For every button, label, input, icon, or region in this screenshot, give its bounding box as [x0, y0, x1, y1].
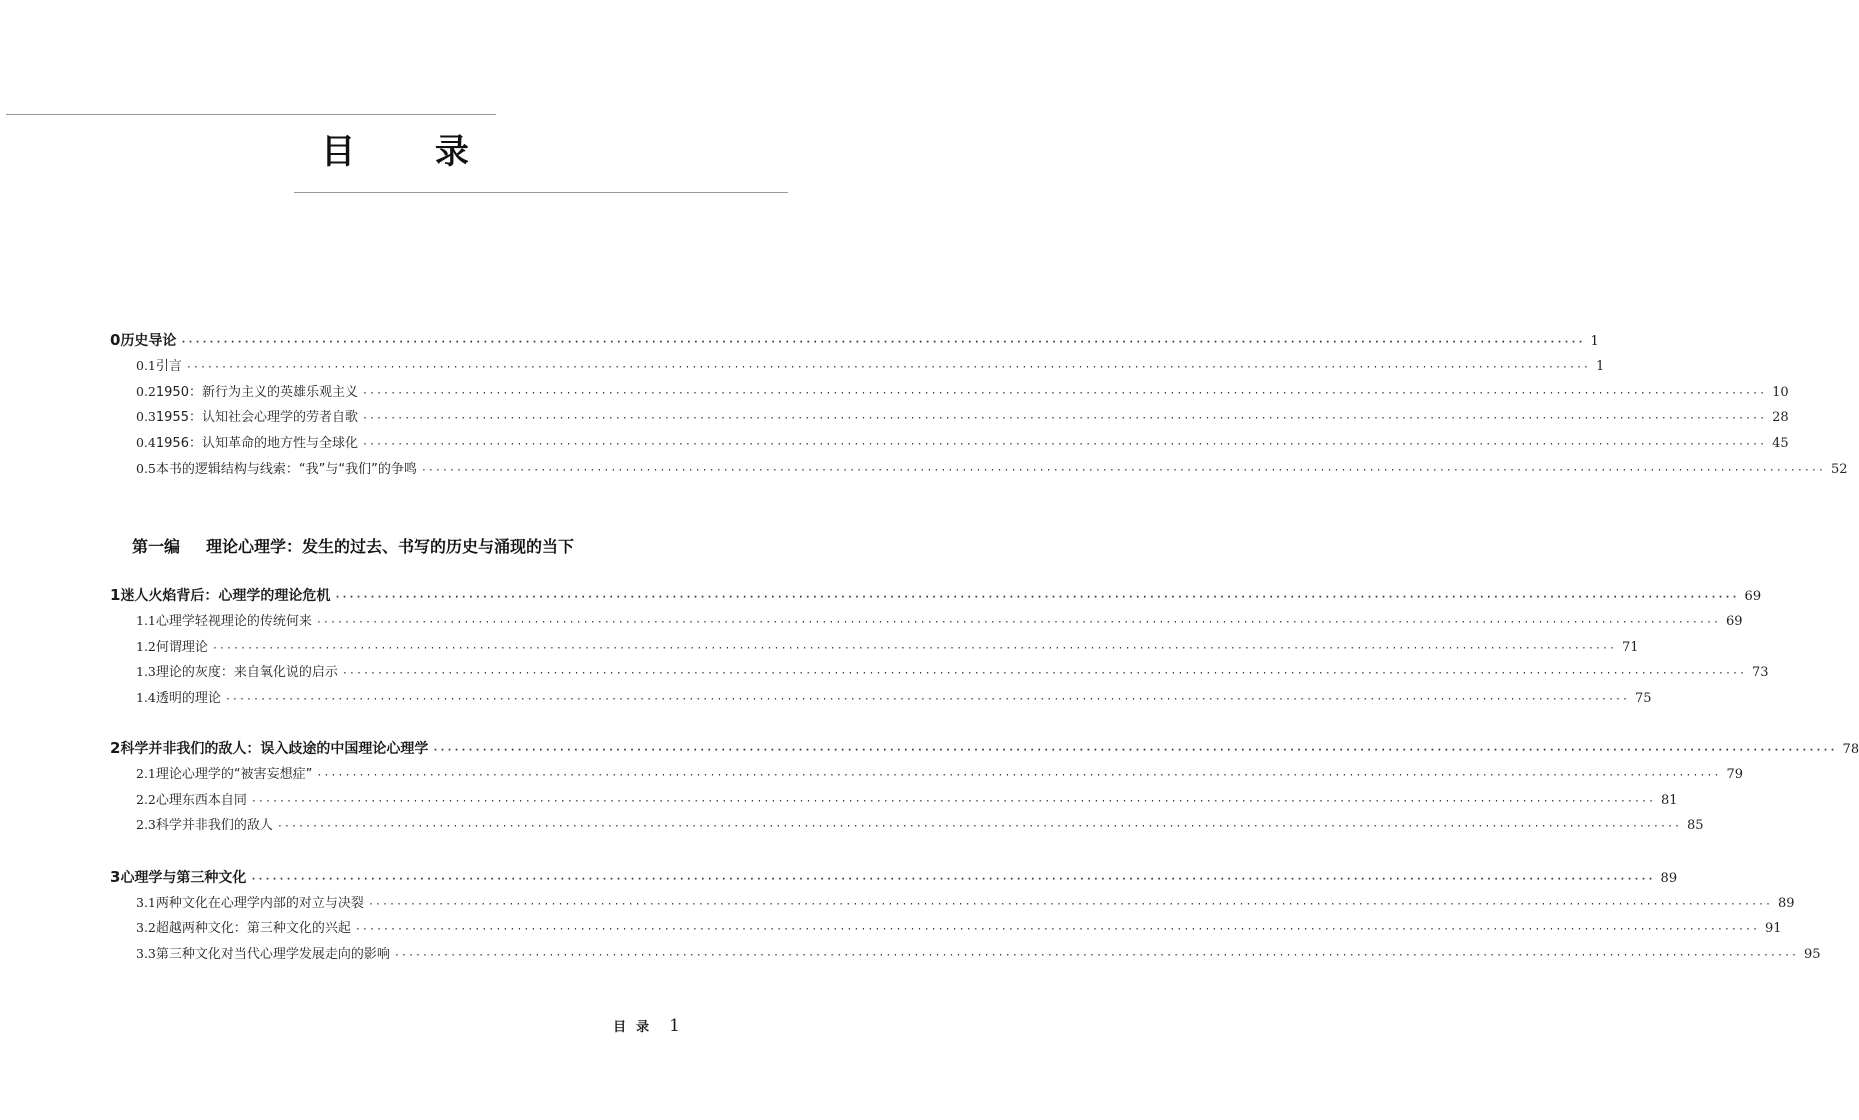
toc-section-row[interactable] — [136, 431, 1789, 455]
toc-entry-title: 超越两种文化：第三种文化的兴起 — [155, 921, 351, 936]
toc-entry-number: 0 — [110, 331, 121, 349]
toc-entry-page: 1 — [1596, 359, 1605, 374]
dot-leader: ········································································································································································································ — [250, 874, 1655, 885]
toc-entry-number: 3.1 — [136, 895, 156, 910]
toc-section-row[interactable] — [136, 891, 1795, 915]
toc-entry-title: 科学并非我们的敌人 — [155, 818, 273, 833]
dot-leader: ········································································································································································································ — [180, 337, 1585, 348]
toc-entry-page: 85 — [1687, 818, 1704, 833]
toc-entry-title: 心理学轻视理论的传统何来 — [155, 614, 312, 629]
toc-section-row[interactable] — [136, 457, 1848, 481]
toc-section-row[interactable] — [136, 762, 1744, 786]
toc-entry-number: 0.3 — [136, 409, 156, 424]
dot-leader: ········································································································································································································ — [250, 796, 1656, 807]
toc-section-row[interactable] — [136, 405, 1789, 429]
footer-title: 目录 — [613, 1020, 660, 1035]
toc-section-row[interactable] — [136, 813, 1704, 837]
toc-chapter-row[interactable] — [110, 328, 1599, 352]
toc-entry-number: 1.1 — [136, 613, 156, 628]
toc-entry-number: 0.4 — [136, 435, 156, 450]
page-footer — [613, 1014, 680, 1040]
toc-entry-title: 1956：认知革命的地方性与全球化 — [155, 436, 358, 451]
footer-page-number: 1 — [669, 1016, 680, 1036]
dot-leader: ········································································································································································································ — [367, 899, 1773, 910]
toc-section-row[interactable] — [136, 380, 1789, 404]
toc-section-row[interactable] — [136, 635, 1639, 659]
dot-leader: ········································································································································································································ — [393, 950, 1799, 961]
toc-entry-page: 81 — [1661, 793, 1678, 808]
toc-entry-page: 89 — [1660, 871, 1678, 886]
toc-entry-title: 历史导论 — [120, 333, 177, 349]
toc-section-row[interactable] — [136, 660, 1769, 684]
toc-chapter-row[interactable] — [110, 736, 1859, 760]
dot-leader: ········································································································································································································ — [315, 617, 1721, 628]
toc-section-row[interactable] — [136, 788, 1678, 812]
toc-entry-number: 1 — [110, 586, 121, 604]
toc-entry-title: 1950：新行为主义的英雄乐观主义 — [155, 385, 358, 400]
title-underline-rule — [294, 192, 788, 193]
toc-entry-number: 1.2 — [136, 639, 156, 654]
toc-entry-page: 95 — [1804, 947, 1821, 962]
toc-entry-page: 89 — [1778, 896, 1795, 911]
toc-entry-number: 3.3 — [136, 946, 156, 961]
toc-entry-number: 0.5 — [136, 461, 156, 476]
toc-entry-title: 第三种文化对当代心理学发展走向的影响 — [155, 947, 390, 962]
toc-entry-title: 迷人火焰背后：心理学的理论危机 — [120, 588, 331, 604]
toc-entry-number: 0.2 — [136, 384, 156, 399]
toc-entry-title: 1955：认知社会心理学的劳者自歌 — [155, 410, 358, 425]
toc-entry-page: 52 — [1830, 462, 1848, 477]
dot-leader: ········································································································································································································ — [420, 465, 1825, 476]
toc-chapter-row[interactable] — [110, 865, 1678, 889]
toc-entry-page: 45 — [1772, 436, 1789, 451]
dot-leader: ········································································································································································································ — [432, 745, 1837, 756]
toc-entry-number: 3 — [110, 868, 121, 886]
toc-entry-page: 79 — [1726, 767, 1744, 782]
toc-entry-page: 1 — [1590, 334, 1599, 349]
toc-entry-number: 2.3 — [136, 817, 156, 832]
toc-entry-title: 何谓理论 — [155, 640, 208, 655]
dot-leader: ········································································································································································································ — [361, 439, 1767, 450]
toc-entry-page: 75 — [1635, 691, 1652, 706]
toc-entry-page: 91 — [1765, 921, 1782, 936]
part-heading — [132, 534, 574, 560]
toc-entry-title: 本书的逻辑结构与线索：“我”与“我们”的争鸣 — [155, 462, 417, 477]
toc-entry-page: 69 — [1726, 614, 1743, 629]
toc-section-row[interactable] — [136, 609, 1743, 633]
dot-leader: ········································································································································································································ — [224, 694, 1630, 705]
toc-entry-title: 心理学与第三种文化 — [120, 870, 247, 886]
dot-leader: ········································································································································································································ — [211, 643, 1617, 654]
toc-entry-title: 理论的灰度：来自氧化说的启示 — [155, 665, 338, 680]
part-title: 理论心理学：发生的过去、书写的历史与涌现的当下 — [206, 537, 575, 556]
toc-entry-title: 心理东西本自同 — [155, 793, 247, 808]
toc-entry-title: 透明的理论 — [155, 691, 221, 706]
dot-leader: ········································································································································································································ — [361, 388, 1767, 399]
toc-section-row[interactable] — [136, 942, 1821, 966]
dot-leader: ········································································································································································································ — [276, 821, 1682, 832]
toc-entry-page: 69 — [1744, 589, 1762, 604]
toc-section-row[interactable] — [136, 686, 1652, 710]
toc-entry-title: 引言 — [155, 359, 182, 374]
toc-entry-number: 1.3 — [136, 664, 156, 679]
dot-leader: ········································································································································································································ — [185, 362, 1591, 373]
top-rule — [6, 114, 496, 115]
toc-entry-number: 0.1 — [136, 358, 156, 373]
toc-entry-page: 78 — [1842, 742, 1859, 757]
page-title: 目 录 — [321, 132, 503, 172]
toc-entry-page: 10 — [1772, 385, 1789, 400]
dot-leader: ········································································································································································································ — [334, 592, 1739, 603]
dot-leader: ········································································································································································································ — [316, 770, 1721, 781]
toc-entry-page: 73 — [1752, 665, 1769, 680]
toc-entry-number: 2.2 — [136, 792, 156, 807]
part-number: 第一编 — [132, 537, 181, 556]
dot-leader: ········································································································································································································ — [354, 924, 1760, 935]
toc-entry-title: 科学并非我们的敌人：误入歧途的中国理论心理学 — [120, 741, 429, 757]
toc-entry-page: 71 — [1622, 640, 1639, 655]
toc-section-row[interactable] — [136, 916, 1782, 940]
dot-leader: ········································································································································································································ — [361, 413, 1767, 424]
toc-entry-number: 2.1 — [136, 766, 156, 781]
toc-entry-number: 3.2 — [136, 920, 156, 935]
toc-entry-number: 1.4 — [136, 690, 156, 705]
toc-entry-title: 理论心理学的“被害妄想症” — [155, 767, 313, 782]
toc-chapter-row[interactable] — [110, 583, 1762, 607]
toc-entry-page: 28 — [1772, 410, 1789, 425]
toc-entry-number: 2 — [110, 739, 121, 757]
toc-section-row[interactable] — [136, 354, 1605, 378]
toc-entry-title: 两种文化在心理学内部的对立与决裂 — [155, 896, 364, 911]
dot-leader: ········································································································································································································ — [341, 668, 1747, 679]
